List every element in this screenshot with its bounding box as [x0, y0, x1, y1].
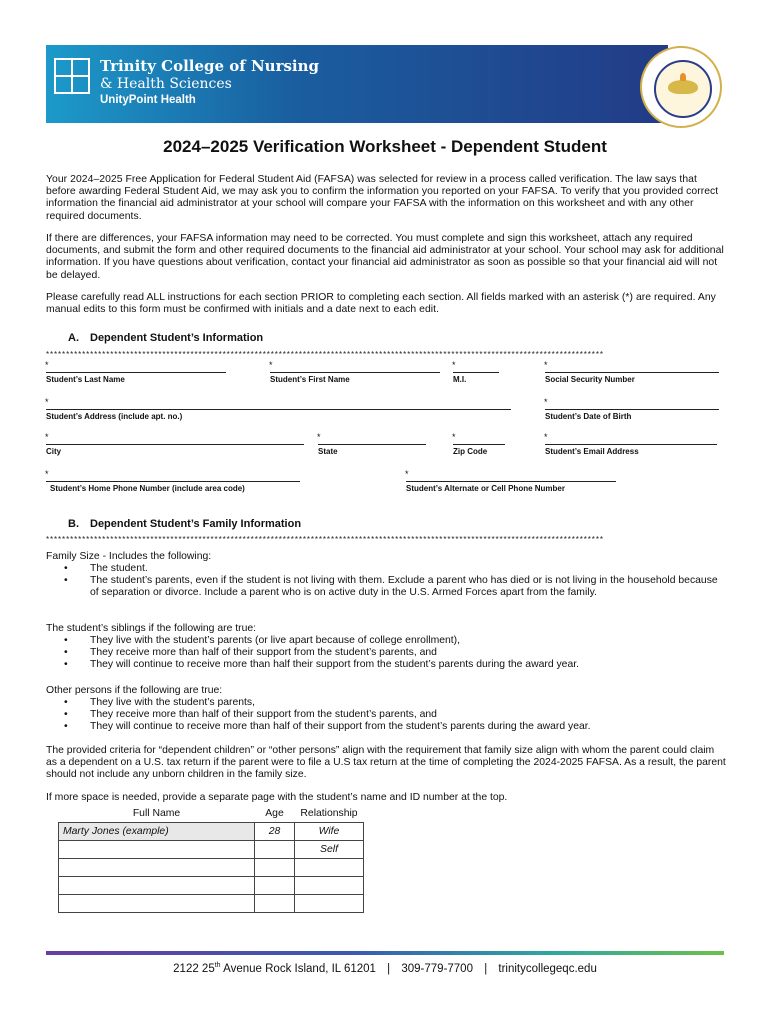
age-cell[interactable] [255, 859, 295, 877]
footer-address-suffix: th [214, 962, 221, 969]
table-row [59, 823, 364, 841]
page-title: 2024–2025 Verification Worksheet - Dependent Student [163, 137, 607, 156]
home-phone-field[interactable] [46, 473, 300, 493]
list-item: • The student’s parents, even if the student is not living with them. Exclude a parent who has died or is not living in the household because of separation or divorce. Include a parent who is on active duty in the U.S. Armed Forces apart from the family. [64, 575, 726, 599]
others-list [64, 697, 726, 733]
brand-name-line1: Trinity College of Nursing [100, 57, 320, 75]
age-cell[interactable] [255, 877, 295, 895]
state-field[interactable] [318, 436, 426, 456]
city-field[interactable] [46, 436, 304, 456]
siblings-intro: The student’s siblings if the following are true: [46, 623, 257, 634]
relationship-cell[interactable] [295, 859, 364, 877]
city-label: City [46, 447, 62, 456]
zip-code-field[interactable] [453, 436, 505, 456]
middle-initial-field[interactable] [453, 364, 499, 384]
footer-divider [46, 951, 724, 955]
alt-phone-label: Student’s Alternate or Cell Phone Number [406, 484, 565, 493]
relationship-cell: Wife [295, 823, 364, 841]
list-item: • They receive more than half of their support from the student’s parents, and [64, 709, 726, 721]
age-cell: 28 [255, 823, 295, 841]
table-row[interactable] [59, 859, 364, 877]
table-header-row [59, 805, 364, 823]
list-item: • They will continue to receive more than half their support from the student’s parents during the award year. [64, 659, 726, 671]
alt-phone-field[interactable] [406, 473, 616, 493]
list-item: • They will continue to receive more than half of their support from the student’s parents during the award year. [64, 721, 726, 733]
home-phone-label: Student’s Home Phone Number (include area code) [50, 484, 245, 493]
more-space-note: If more space is needed, provide a separate page with the student’s name and ID number at the top. [46, 792, 508, 803]
full-name-cell[interactable] [59, 877, 255, 895]
age-cell[interactable] [255, 841, 295, 859]
footer-separator: | [387, 962, 391, 975]
relationship-cell: Self [295, 841, 364, 859]
others-intro: Other persons if the following are true: [46, 685, 223, 696]
column-header-full-name: Full Name [59, 805, 255, 823]
full-name-cell[interactable] [59, 895, 255, 913]
email-field[interactable] [545, 436, 717, 456]
criteria-paragraph: The provided criteria for “dependent children” or “other persons” align with the requirement that family size align with whom the parent could claim as a dependent on a U.S. tax return if the parent were to file a U.S tax return at the time of completing the 2024-2025 FAFSA. As a result, the parent should not include any unborn children in the family size. [46, 745, 726, 780]
intro-paragraph-2: If there are differences, your FAFSA information may need to be corrected. You must complete and sign this worksheet, attach any required documents, and submit the form and other required documents to the financial aid administrator at your school. Your school may ask for additional information. If you have questions about verification, contact your financial aid administrator as soon as possible so that your financial aid will not be delayed. [46, 233, 724, 281]
first-name-label: Student’s First Name [270, 375, 350, 384]
brand-name-line2: & Health Sciences [100, 76, 232, 92]
ssn-field[interactable] [545, 364, 719, 384]
section-a-divider: ******************************************************************************************************************************************* [46, 350, 604, 359]
list-item: • They live with the student’s parents, [64, 697, 726, 709]
date-of-birth-field[interactable] [545, 401, 719, 421]
full-name-cell[interactable] [59, 841, 255, 859]
full-name-cell: Marty Jones (example) [59, 823, 255, 841]
table-row[interactable] [59, 841, 364, 859]
list-item: • They receive more than half of their support from the student’s parents, and [64, 647, 726, 659]
age-cell[interactable] [255, 895, 295, 913]
date-of-birth-label: Student’s Date of Birth [545, 412, 632, 421]
footer-address-number: 2122 25 [173, 962, 215, 975]
address-field[interactable] [46, 401, 511, 421]
family-members-table [58, 805, 364, 913]
table-row[interactable] [59, 877, 364, 895]
middle-initial-label: M.I. [453, 375, 467, 384]
footer-website-link[interactable]: trinitycollegeqc.edu [498, 962, 597, 975]
footer-phone: 309-779-7700 [401, 962, 473, 975]
section-b-title: Dependent Student’s Family Information [90, 518, 302, 530]
relationship-cell[interactable] [295, 877, 364, 895]
footer-contact [0, 962, 770, 975]
footer-address-street: Avenue Rock Island, IL 61201 [220, 962, 376, 975]
relationship-cell[interactable] [295, 895, 364, 913]
column-header-age: Age [255, 805, 295, 823]
email-label: Student’s Email Address [545, 447, 639, 456]
siblings-list [64, 635, 726, 671]
last-name-field[interactable] [46, 364, 226, 384]
state-label: State [318, 447, 338, 456]
section-a-heading [68, 332, 263, 344]
list-item: • The student. [64, 563, 726, 575]
first-name-field[interactable] [270, 364, 440, 384]
college-cross-logo-icon [54, 58, 90, 94]
family-size-intro: Family Size - Includes the following: [46, 551, 212, 562]
section-a-letter: A. [68, 332, 79, 344]
full-name-cell[interactable] [59, 859, 255, 877]
address-label: Student’s Address (include apt. no.) [46, 412, 183, 421]
section-b-heading [68, 518, 301, 530]
family-size-list [64, 563, 726, 599]
footer-separator: | [484, 962, 488, 975]
intro-paragraph-3: Please carefully read ALL instructions for each section PRIOR to completing each section. All fields marked with an asterisk (*) are required. Any manual edits to this form must be confirmed with initials and a date next to each edit. [46, 292, 716, 316]
brand-name-line3: UnityPoint Health [100, 94, 196, 106]
ssn-label: Social Security Number [545, 375, 635, 384]
section-b-divider: ******************************************************************************************************************************************* [46, 535, 604, 544]
intro-paragraph-1: Your 2024–2025 Free Application for Federal Student Aid (FAFSA) was selected for review in a process called verification. The law says that before awarding Federal Student Aid, we may ask you to confirm the information you reported on your FAFSA. To verify that you provided correct information the financial aid administrator at your school will compare your FAFSA with the information on this worksheet and with any other required documents. [46, 174, 719, 222]
zip-code-label: Zip Code [453, 447, 488, 456]
list-item: • They live with the student’s parents (or live apart because of college enrollment), [64, 635, 726, 647]
section-a-title: Dependent Student’s Information [90, 332, 264, 344]
last-name-label: Student’s Last Name [46, 375, 125, 384]
column-header-relationship: Relationship [295, 805, 364, 823]
table-row[interactable] [59, 895, 364, 913]
lamp-icon [668, 80, 698, 94]
section-b-letter: B. [68, 518, 79, 530]
college-seal-icon [640, 46, 722, 128]
